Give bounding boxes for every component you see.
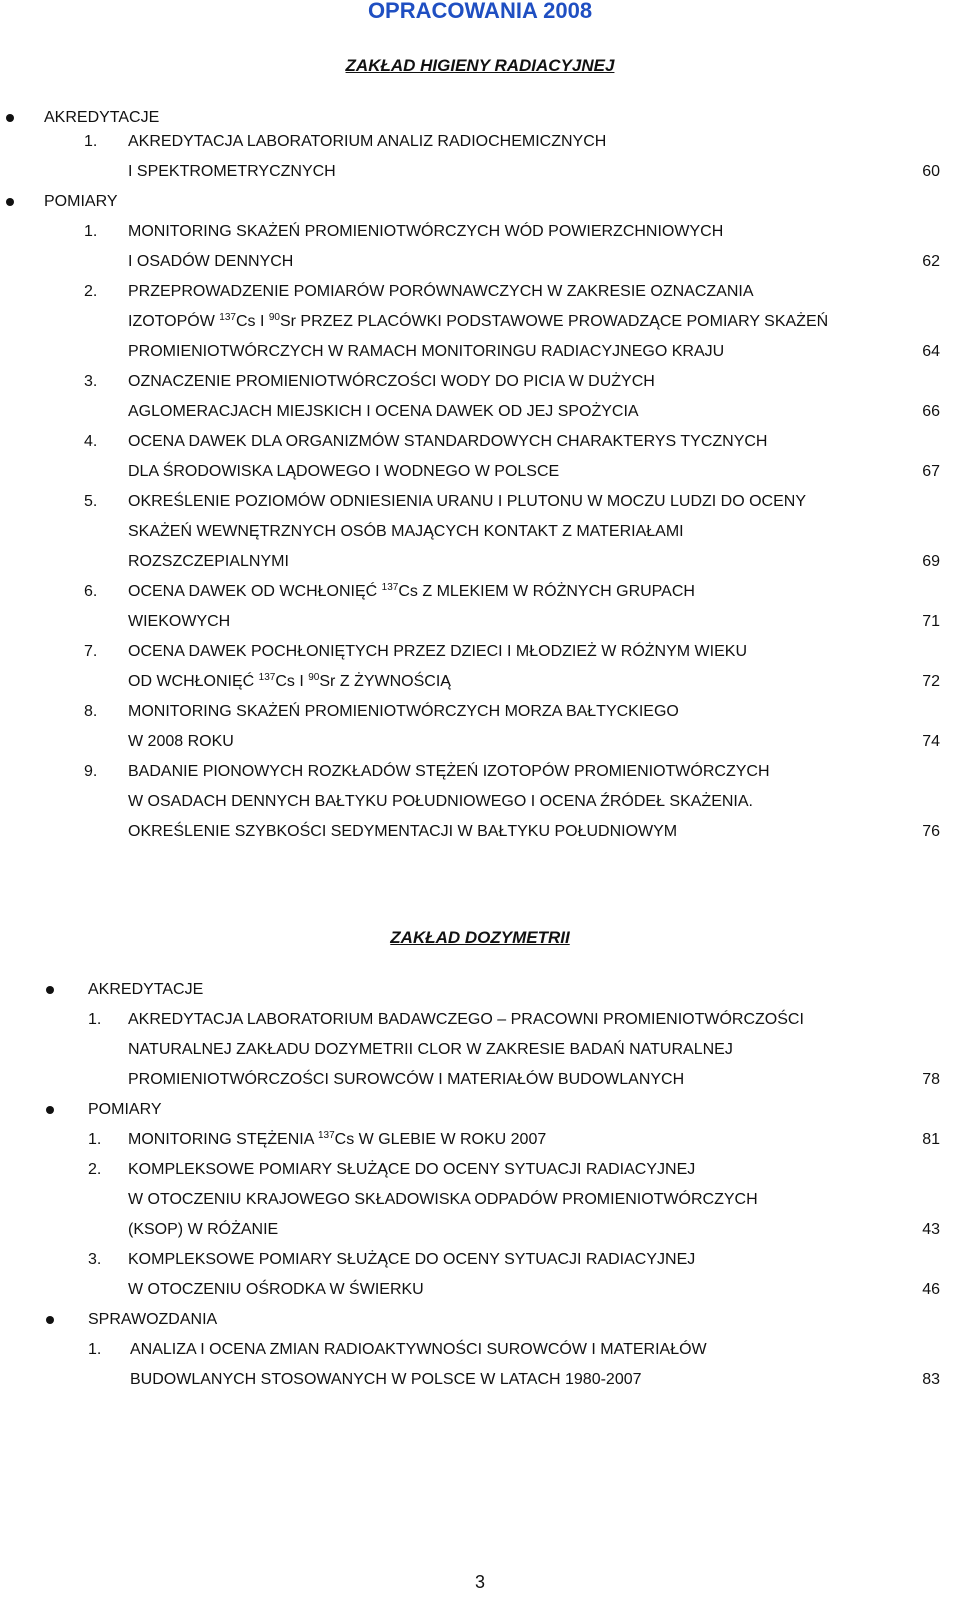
section-heading-dosimetry: ZAKŁAD DOZYMETRII bbox=[390, 928, 570, 947]
item-text: AGLOMERACJACH MIEJSKICH I OCENA DAWEK OD JEJ SPOŻYCIA bbox=[128, 403, 639, 420]
item-text: MONITORING STĘŻENIA $^{137}$Cs W GLEBIE W ROKU 2007 bbox=[128, 1130, 547, 1148]
item-page: 69 bbox=[922, 553, 940, 570]
item-page: 60 bbox=[922, 163, 940, 180]
item-number: 7. bbox=[84, 643, 98, 660]
item-text: BADANIE PIONOWYCH ROZKŁADÓW STĘŻEŃ IZOTOPÓW PROMIENIOTWÓRCZYCH bbox=[128, 763, 770, 780]
item-text: WIEKOWYCH bbox=[128, 613, 231, 630]
page-number-footer: 3 bbox=[474, 1572, 485, 1592]
item-text: PROMIENIOTWÓRCZYCH W RAMACH MONITORINGU RADIACYJNEGO KRAJU bbox=[128, 343, 725, 360]
category-label: AKREDYTACJE bbox=[88, 981, 204, 998]
item-text: (KSOP) W RÓŻANIE bbox=[128, 1221, 279, 1238]
item-text: W 2008 ROKU bbox=[128, 733, 234, 750]
category-label: POMIARY bbox=[44, 193, 118, 210]
item-page: 81 bbox=[922, 1131, 940, 1148]
item-text: DLA ŚRODOWISKA LĄDOWEGO I WODNEGO W POLSCE bbox=[128, 463, 560, 480]
item-text: I SPEKTROMETRYCZNYCH bbox=[128, 163, 336, 180]
item-text: MONITORING SKAŻEŃ PROMIENIOTWÓRCZYCH MORZA BAŁTYCKIEGO bbox=[128, 703, 679, 720]
item-text: MONITORING SKAŻEŃ PROMIENIOTWÓRCZYCH WÓD POWIERZCHNIOWYCH bbox=[128, 223, 724, 240]
item-text: OKREŚLENIE POZIOMÓW ODNIESIENIA URANU I PLUTONU W MOCZU LUDZI DO OCENY bbox=[128, 493, 806, 510]
category-label: AKREDYTACJE bbox=[44, 109, 160, 126]
bullet-icon bbox=[6, 198, 14, 206]
item-page: 71 bbox=[922, 613, 940, 630]
bullet-icon bbox=[46, 1106, 54, 1114]
item-number: 4. bbox=[84, 433, 98, 450]
item-page: 46 bbox=[922, 1281, 940, 1298]
item-number: 1. bbox=[88, 1011, 102, 1028]
item-number: 6. bbox=[84, 583, 98, 600]
item-page: 83 bbox=[922, 1371, 940, 1388]
item-page: 64 bbox=[922, 343, 940, 360]
item-text: OKREŚLENIE SZYBKOŚCI SEDYMENTACJI W BAŁTYKU POŁUDNIOWYM bbox=[128, 823, 678, 840]
item-text: OZNACZENIE PROMIENIOTWÓRCZOŚCI WODY DO PICIA W DUŻYCH bbox=[128, 373, 655, 390]
item-number: 1. bbox=[88, 1131, 102, 1148]
item-page: 78 bbox=[922, 1071, 940, 1088]
section-heading-hygiene: ZAKŁAD HIGIENY RADIACYJNEJ bbox=[345, 56, 615, 75]
item-text: PRZEPROWADZENIE POMIARÓW PORÓWNAWCZYCH W ZAKRESIE OZNACZANIA bbox=[128, 283, 754, 300]
item-text: AKREDYTACJA LABORATORIUM BADAWCZEGO – PRACOWNI PROMIENIOTWÓRCZOŚCI bbox=[128, 1011, 804, 1028]
item-text: OCENA DAWEK POCHŁONIĘTYCH PRZEZ DZIECI I MŁODZIEŻ W RÓŻNYM WIEKU bbox=[128, 643, 747, 660]
item-text: OD WCHŁONIĘĆ $^{137}$Cs I $^{90}$Sr Z ŻYWNOŚCIĄ bbox=[128, 672, 451, 690]
item-page: 66 bbox=[922, 403, 940, 420]
item-number: 8. bbox=[84, 703, 98, 720]
item-page: 72 bbox=[922, 673, 940, 690]
item-text: NATURALNEJ ZAKŁADU DOZYMETRII CLOR W ZAKRESIE BADAŃ NATURALNEJ bbox=[128, 1041, 733, 1058]
item-text: ANALIZA I OCENA ZMIAN RADIOAKTYWNOŚCI SUROWCÓW I MATERIAŁÓW bbox=[130, 1341, 707, 1358]
item-number: 2. bbox=[88, 1161, 102, 1178]
item-text: OCENA DAWEK OD WCHŁONIĘĆ $^{137}$Cs Z MLEKIEM W RÓŻNYCH GRUPACH bbox=[128, 582, 695, 600]
item-text: AKREDYTACJA LABORATORIUM ANALIZ RADIOCHEMICZNYCH bbox=[128, 133, 607, 150]
category-label: SPRAWOZDANIA bbox=[88, 1311, 218, 1328]
page-title: OPRACOWANIA 2008 bbox=[367, 0, 593, 23]
bullet-icon bbox=[46, 1316, 54, 1324]
item-text: IZOTOPÓW $^{137}$Cs I $^{90}$Sr PRZEZ PLACÓWKI PODSTAWOWE PROWADZĄCE POMIARY SKAŻEŃ bbox=[128, 312, 829, 330]
item-text: SKAŻEŃ WEWNĘTRZNYCH OSÓB MAJĄCYCH KONTAKT Z MATERIAŁAMI bbox=[128, 523, 684, 540]
item-page: 43 bbox=[922, 1221, 940, 1238]
item-text: W OTOCZENIU KRAJOWEGO SKŁADOWISKA ODPADÓW PROMIENIOTWÓRCZYCH bbox=[128, 1191, 758, 1208]
item-page: 74 bbox=[922, 733, 940, 750]
item-number: 3. bbox=[84, 373, 98, 390]
item-page: 62 bbox=[922, 253, 940, 270]
item-number: 5. bbox=[84, 493, 98, 510]
item-number: 1. bbox=[88, 1341, 102, 1358]
item-number: 1. bbox=[84, 133, 98, 150]
item-text: BUDOWLANYCH STOSOWANYCH W POLSCE W LATACH 1980-2007 bbox=[130, 1371, 642, 1388]
item-text: W OTOCZENIU OŚRODKA W ŚWIERKU bbox=[128, 1281, 424, 1298]
item-text: I OSADÓW DENNYCH bbox=[128, 253, 294, 270]
item-text: KOMPLEKSOWE POMIARY SŁUŻĄCE DO OCENY SYTUACJI RADIACYJNEJ bbox=[128, 1251, 696, 1268]
item-text: W OSADACH DENNYCH BAŁTYKU POŁUDNIOWEGO I OCENA ŹRÓDEŁ SKAŻENIA. bbox=[128, 793, 753, 810]
item-number: 3. bbox=[88, 1251, 102, 1268]
item-number: 2. bbox=[84, 283, 98, 300]
category-label: POMIARY bbox=[88, 1101, 162, 1118]
item-text: PROMIENIOTWÓRCZOŚCI SUROWCÓW I MATERIAŁÓW BUDOWLANYCH bbox=[128, 1071, 685, 1088]
bullet-icon bbox=[6, 114, 14, 122]
item-page: 76 bbox=[922, 823, 940, 840]
item-number: 9. bbox=[84, 763, 98, 780]
item-number: 1. bbox=[84, 223, 98, 240]
bullet-icon bbox=[46, 986, 54, 994]
item-page: 67 bbox=[922, 463, 940, 480]
item-text: KOMPLEKSOWE POMIARY SŁUŻĄCE DO OCENY SYTUACJI RADIACYJNEJ bbox=[128, 1161, 696, 1178]
item-text: OCENA DAWEK DLA ORGANIZMÓW STANDARDOWYCH CHARAKTERYS TYCZNYCH bbox=[128, 433, 768, 450]
item-text: ROZSZCZEPIALNYMI bbox=[128, 553, 289, 570]
